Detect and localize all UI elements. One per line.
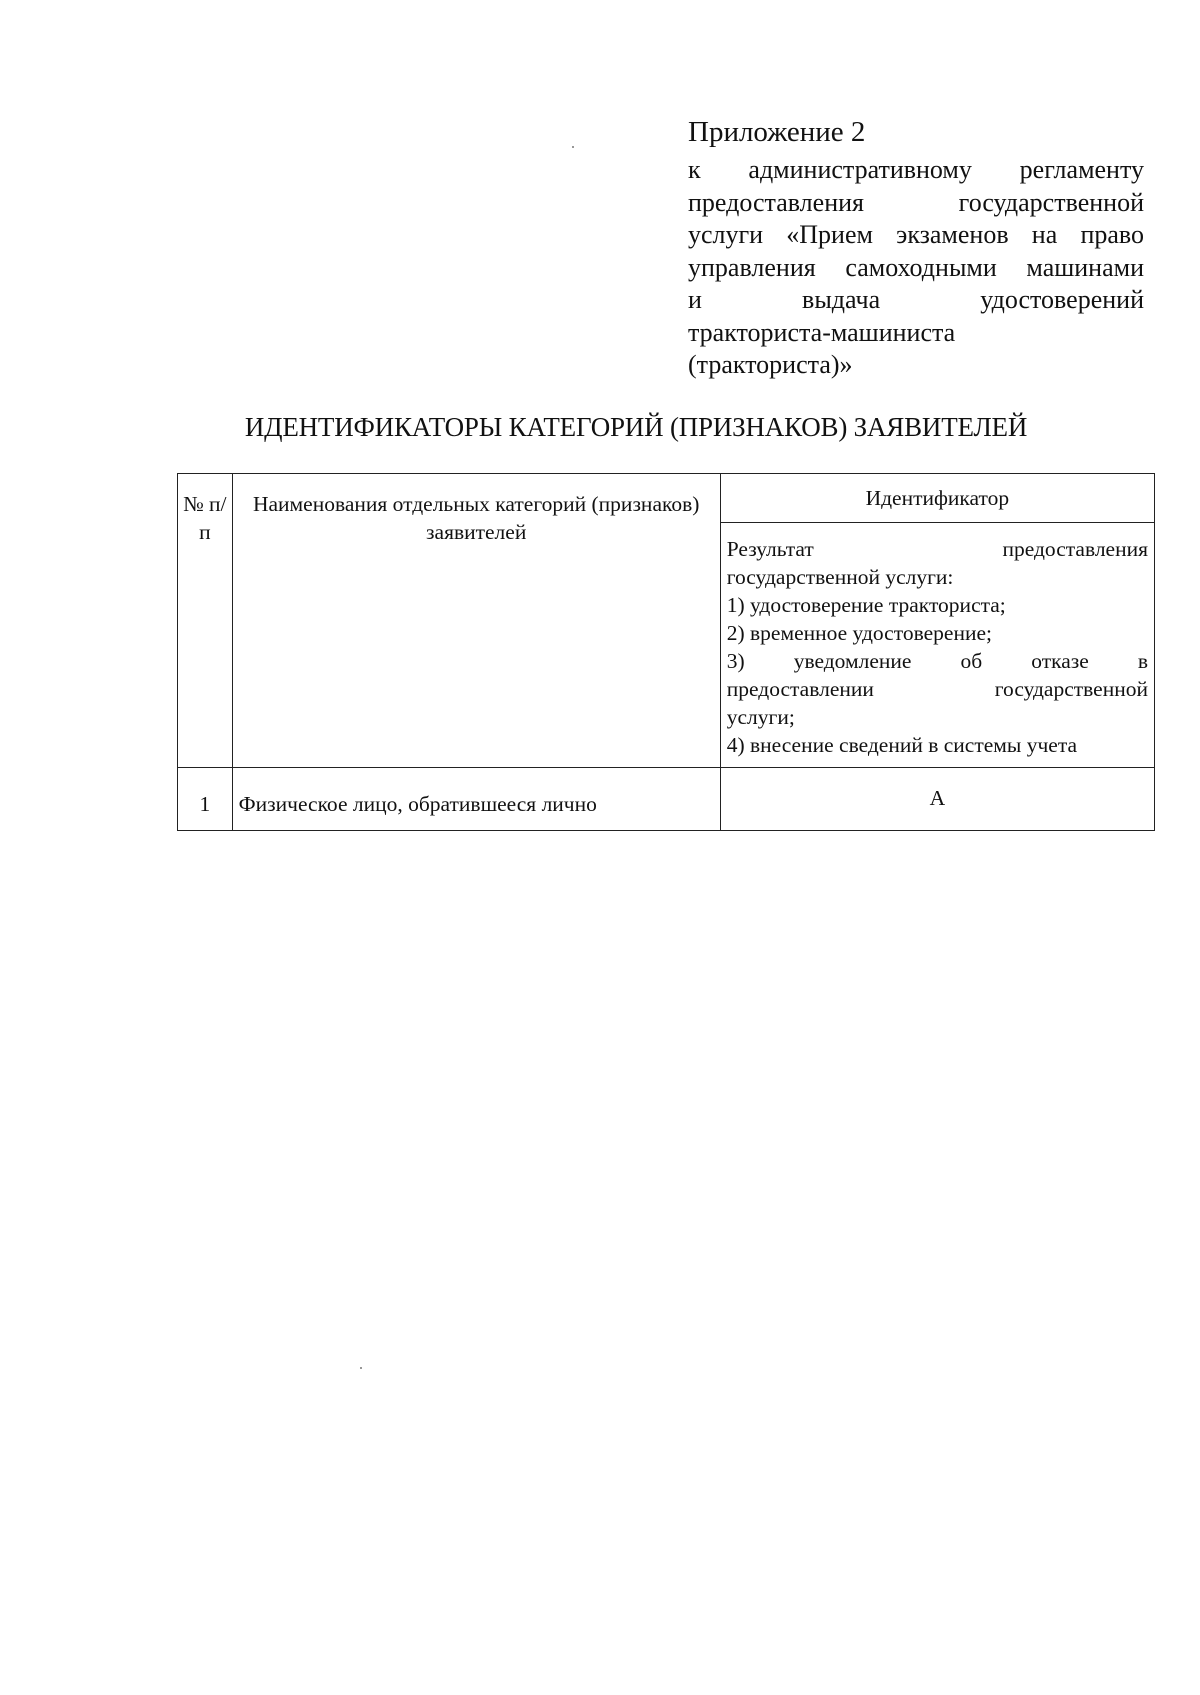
appendix-line: услуги «Прием экзаменов на право [688,220,1144,249]
result-item: 1) удостоверение тракториста; [726,593,1006,617]
result-intro: Результат предоставления [726,537,1148,561]
appendix-text [688,154,1144,382]
appendix-line: управления самоходными машинами [688,252,1144,282]
appendix-line: к административному регламенту [688,155,1144,184]
appendix-line: тракториста-машиниста [688,317,956,347]
appendix-title: Приложение 2 [688,116,866,148]
result-intro: государственной услуги: [726,565,954,589]
table-header-row [178,474,1155,523]
identifiers-table [177,473,1155,831]
appendix-line: (тракториста)» [688,350,853,379]
result-cell [720,523,1154,768]
row-identifier: А [720,768,1154,831]
table-row [178,768,1155,831]
scan-speck [360,1367,362,1369]
result-item: 3) уведомление об отказе в [726,649,1148,673]
header-name: Наименования отдельных категорий (признаков) заявителей [232,474,720,768]
scan-speck [572,146,574,148]
appendix-block [688,112,1144,382]
row-num: 1 [178,768,233,831]
header-num: № п/п [178,474,233,768]
document-title: ИДЕНТИФИКАТОРЫ КАТЕГОРИЙ (ПРИЗНАКОВ) ЗАЯВИТЕЛЕЙ [244,412,1028,442]
header-identifier: Идентификатор [720,474,1154,523]
result-item: предоставлении государственной [726,677,1148,701]
appendix-line: и выдача удостоверений [688,285,1144,314]
result-item: 2) временное удостоверение; [726,621,992,645]
appendix-line: предоставления государственной [688,187,1144,217]
row-name: Физическое лицо, обратившееся лично [232,768,720,831]
result-item: услуги; [726,705,795,729]
result-item: 4) внесение сведений в системы учета [726,733,1078,757]
